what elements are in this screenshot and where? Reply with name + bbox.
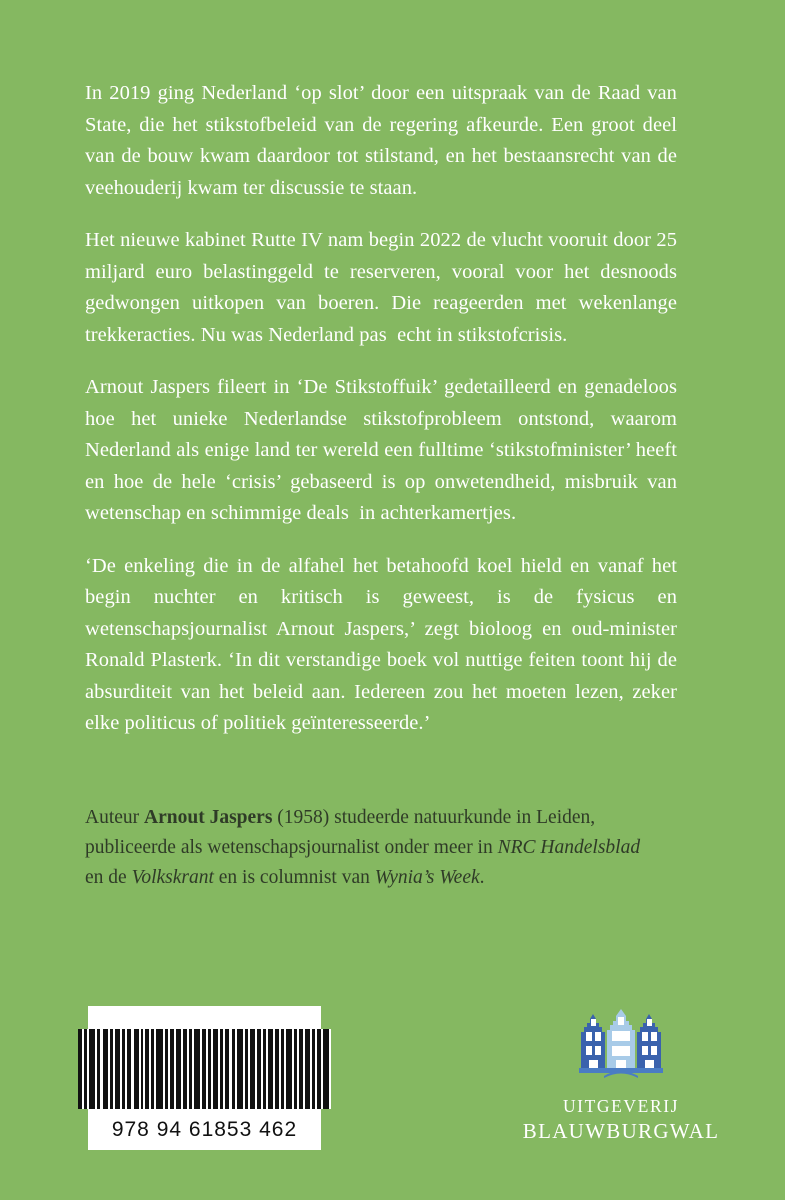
- bio-publication-volkskrant: Volkskrant: [131, 867, 214, 888]
- publisher-name-line-1: UITGEVERIJ: [562, 1096, 680, 1116]
- bio-lead-label: Auteur: [85, 807, 145, 828]
- bio-text-end: .: [479, 867, 485, 888]
- barcode-bars: [78, 1029, 331, 1109]
- blurb-paragraph-3: Arnout Jaspers fileert in ‘De Stikstoffuik’ gedetailleerd en genadeloos hoe het unieke Nederlandse stikstofprobleem ontstond, waarom Nederland als enige land ter wereld een fulltime ‘stikstofminister’ heeft en hoe de hele ‘crisis’ gebaseerd is op onwetendheid, misbruik van wetenschap en schimmige deals in achterkamertjes.: [85, 376, 683, 524]
- author-bio: [85, 803, 645, 893]
- three-canal-houses-icon: [576, 1004, 666, 1084]
- publisher-name: [497, 1094, 745, 1144]
- blurb-paragraph-1: In 2019 ging Nederland ‘op slot’ door een uitspraak van de Raad van State, die het stikstofbeleid van de regering afkeurde. Een groot deel van de bouw kwam daardoor tot stilstand, en het bestaansrecht van de veehouderij kwam ter discussie te staan.: [85, 82, 683, 199]
- barcode-bar: [329, 1029, 331, 1109]
- barcode-bar: [156, 1029, 163, 1109]
- blurb-text-block: [85, 78, 683, 740]
- publisher-name-line-2: BLAUWBURGWAL: [522, 1119, 720, 1143]
- isbn-number: 978 94 61853 462: [111, 1118, 298, 1141]
- blurb-paragraph-4: ‘De enkeling die in de alfahel het betahoofd koel hield en vanaf het begin nuchter en kritisch is geweest, is de fysicus en wetenschapsjournalist Arnout Jaspers,’ zegt bioloog en oud-minister Ronald Plasterk. ‘In dit verstandige boek vol nuttige feiten toont hij de absurditeit van het beleid aan. Iedereen zou het moeten lezen, zeker elke politicus of politiek geïnteresseerde.’: [85, 554, 683, 734]
- blurb-paragraph-2: Het nieuwe kabinet Rutte IV nam begin 2022 de vlucht vooruit door 25 miljard euro belastinggeld te reserveren, vooral voor het desnoods gedwongen uitkopen van boeren. Die reageerden met wekenlange trekkeracties. Nu was Nederland pas echt in stikstofcrisis.: [85, 229, 683, 346]
- bio-text-part-1: (1958) studeerde natuurkunde in Leiden, publiceerde als wetenschapsjournalist onder meer in: [85, 807, 596, 858]
- publisher-block: [497, 1004, 745, 1144]
- bio-publication-nrc: NRC Handelsblad: [497, 837, 641, 858]
- bio-publication-wynias-week: Wynia’s Week: [374, 867, 480, 888]
- bio-author-name: Arnout Jaspers: [144, 807, 273, 828]
- isbn-barcode-panel: [88, 1006, 321, 1150]
- bio-text-part-3: en is columnist van: [213, 867, 375, 888]
- bio-text-part-2: en de: [85, 867, 132, 888]
